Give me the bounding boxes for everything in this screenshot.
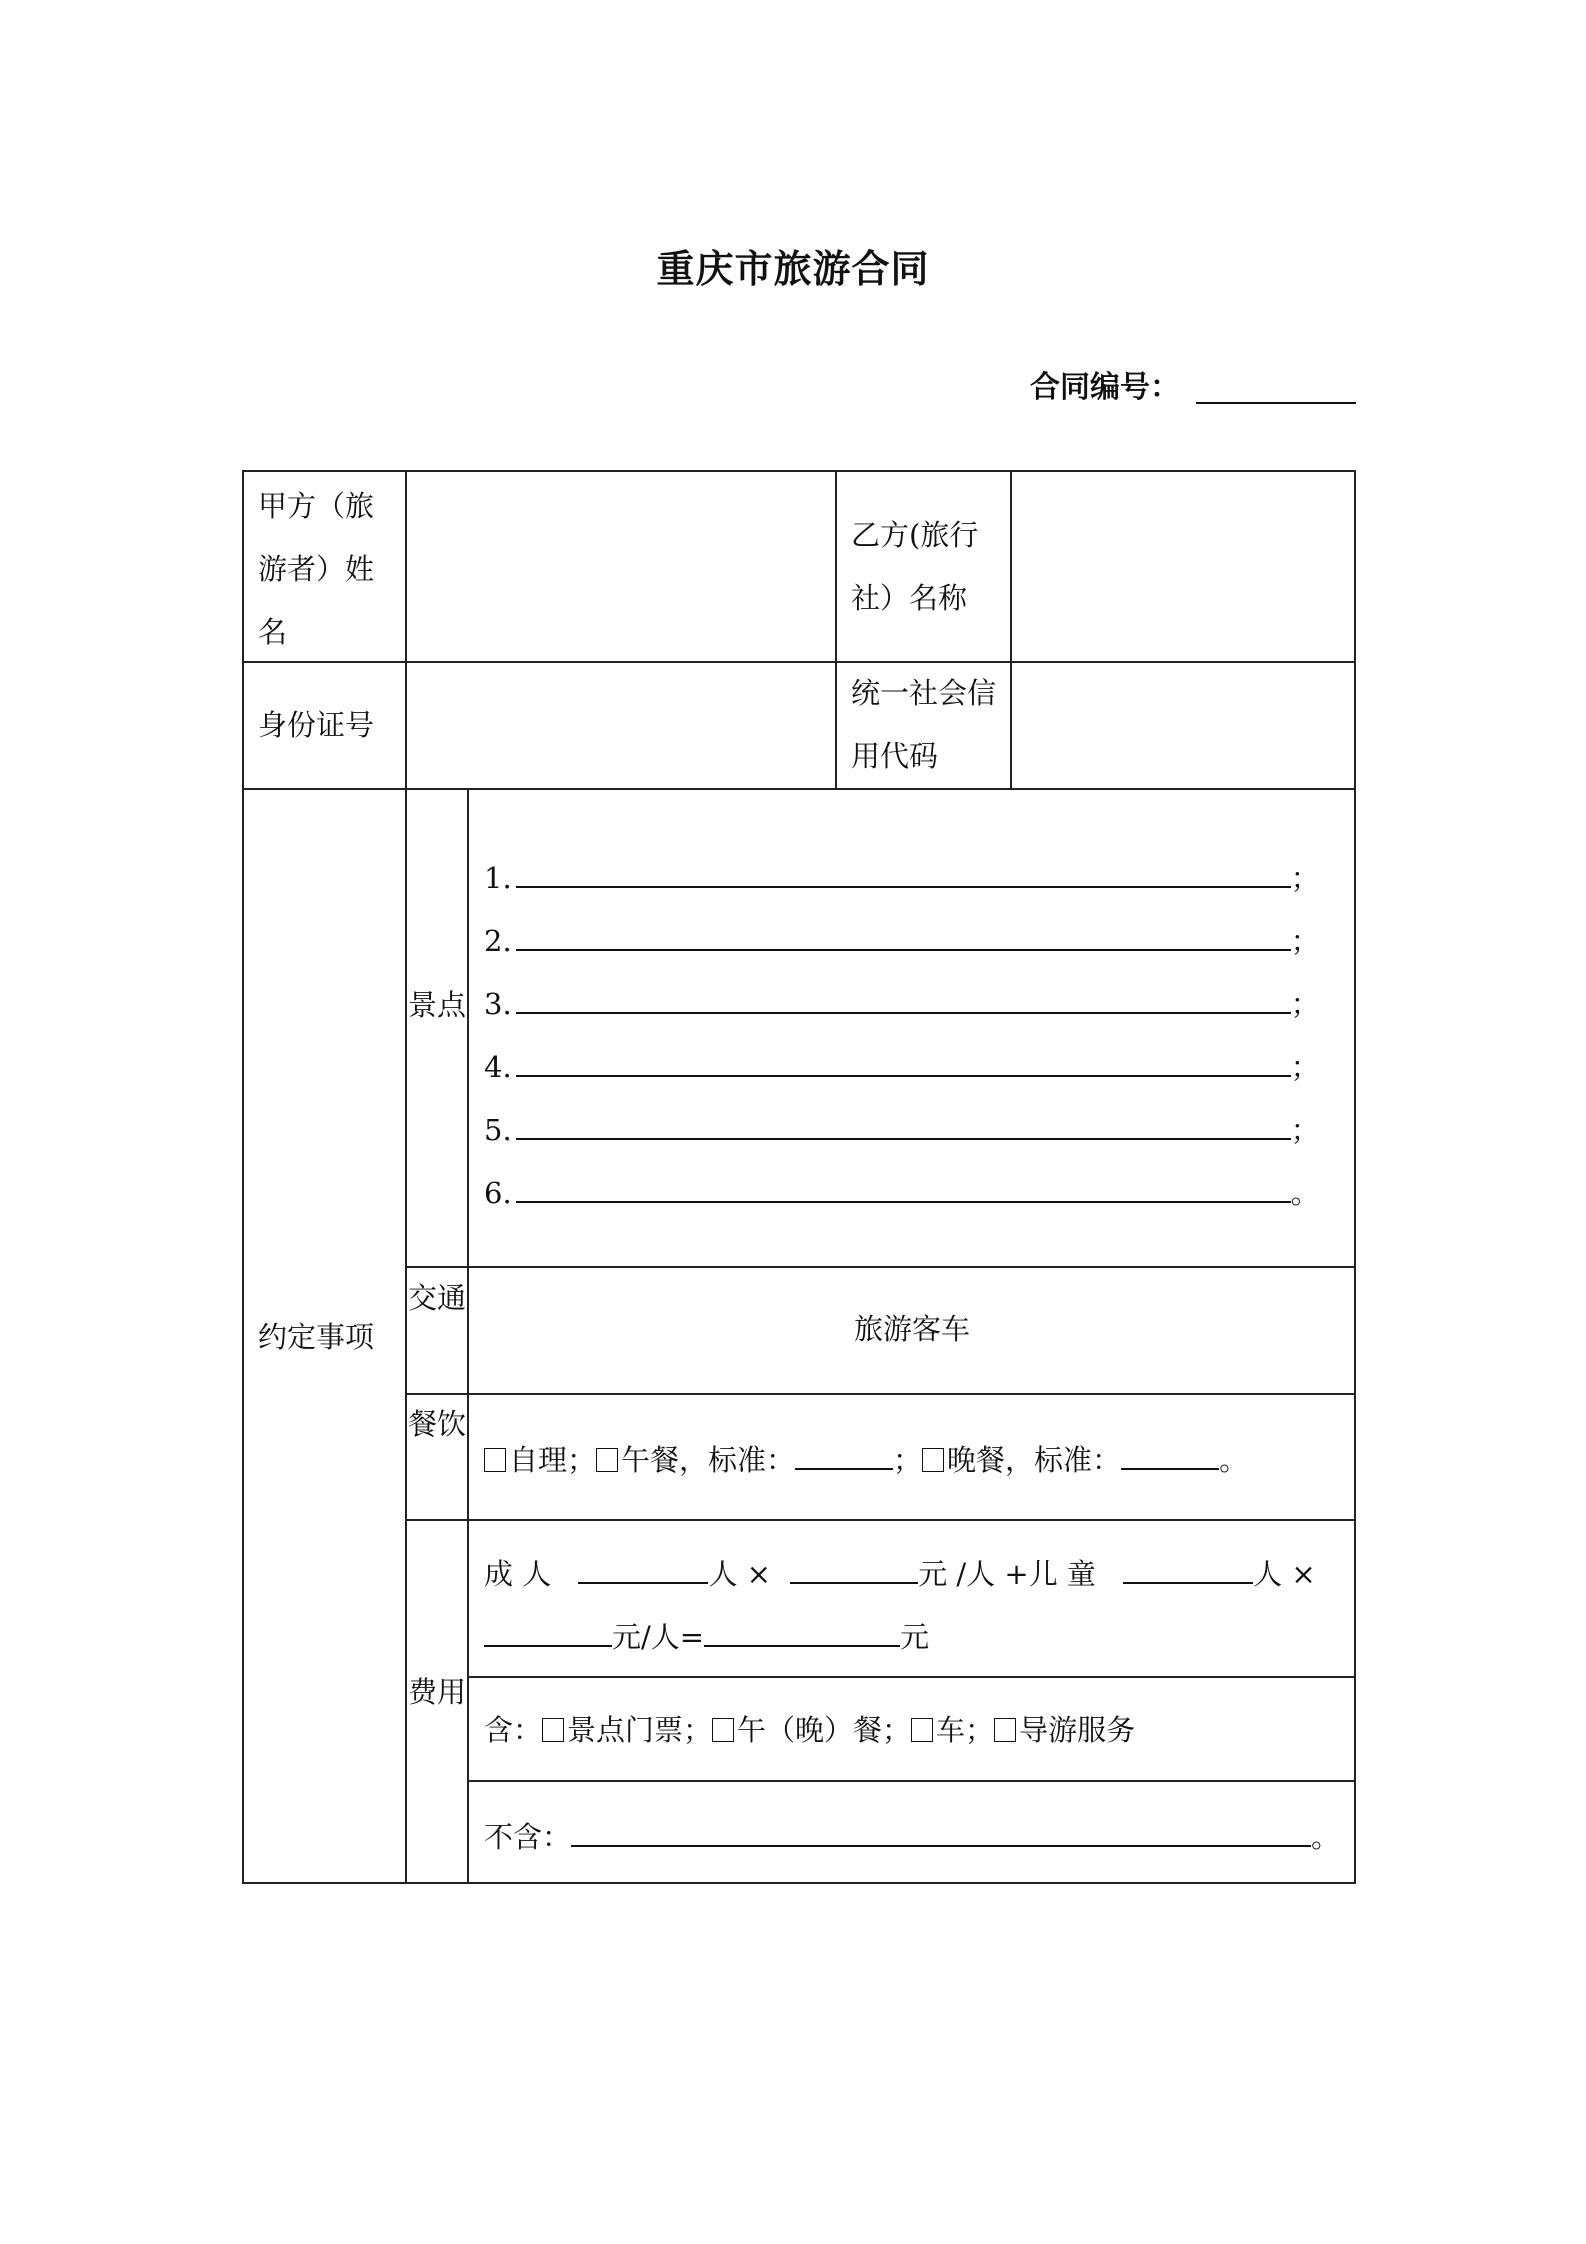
attraction-end: ； bbox=[1290, 1050, 1320, 1084]
attraction-number: 5. bbox=[484, 1113, 512, 1147]
includes-label: 含： bbox=[484, 1713, 543, 1747]
attraction-end: ； bbox=[1290, 924, 1320, 958]
party-a-name-label: 甲方（旅游者）姓名 bbox=[258, 489, 375, 649]
meal-dinner-checkbox[interactable] bbox=[922, 1448, 944, 1472]
row-divider bbox=[242, 661, 1356, 663]
attraction-number: 2. bbox=[484, 924, 512, 958]
excludes-label: 不含： bbox=[484, 1820, 572, 1854]
contract-form-table bbox=[242, 470, 1356, 1883]
excludes-field[interactable] bbox=[571, 1819, 1311, 1847]
contract-number-field[interactable] bbox=[1196, 402, 1356, 404]
row-divider bbox=[405, 1266, 1356, 1268]
include-car-label: 车； bbox=[936, 1713, 995, 1747]
lunch-standard-field[interactable] bbox=[795, 1442, 893, 1470]
id-number-label: 身份证号 bbox=[258, 708, 375, 742]
meals-options bbox=[484, 1438, 1248, 1479]
party-b-name-field[interactable] bbox=[1017, 475, 1347, 655]
attraction-number: 4. bbox=[484, 1050, 512, 1084]
meal-self-checkbox[interactable] bbox=[484, 1448, 506, 1472]
attraction-number: 1. bbox=[484, 861, 512, 895]
attraction-item bbox=[484, 1171, 1320, 1212]
include-meal-label: 午（晚）餐； bbox=[737, 1713, 912, 1747]
excludes-end: 。 bbox=[1311, 1820, 1341, 1854]
include-tickets-checkbox[interactable] bbox=[542, 1718, 564, 1742]
attraction-item bbox=[484, 1045, 1320, 1086]
attraction-field[interactable] bbox=[516, 986, 1291, 1014]
fee-excludes bbox=[484, 1815, 1340, 1856]
attraction-number: 3. bbox=[484, 987, 512, 1021]
child-count-field[interactable] bbox=[1123, 1556, 1253, 1584]
include-meal-checkbox[interactable] bbox=[712, 1718, 734, 1742]
price-plus-child-label: 元 /人 +儿 童 bbox=[918, 1557, 1096, 1591]
column-divider bbox=[1010, 470, 1012, 789]
meal-separator: ； bbox=[893, 1443, 923, 1477]
table-border-right bbox=[1354, 470, 1356, 1883]
attraction-field[interactable] bbox=[516, 1049, 1291, 1077]
attraction-item bbox=[484, 919, 1320, 960]
meal-self-label: 自理； bbox=[509, 1443, 597, 1477]
party-a-name-field[interactable] bbox=[412, 475, 827, 655]
fees-label: 费用 bbox=[407, 1675, 466, 1709]
total-fee-field[interactable] bbox=[704, 1619, 900, 1647]
child-persons-times-label: 人 × bbox=[1253, 1557, 1316, 1591]
include-car-checkbox[interactable] bbox=[911, 1718, 933, 1742]
dinner-standard-field[interactable] bbox=[1121, 1442, 1219, 1470]
attraction-item bbox=[484, 982, 1320, 1023]
include-guide-checkbox[interactable] bbox=[994, 1718, 1016, 1742]
credit-code-field[interactable] bbox=[1017, 668, 1347, 783]
transport-value: 旅游客车 bbox=[853, 1312, 970, 1346]
attractions-label: 景点 bbox=[407, 988, 466, 1022]
child-price-field[interactable] bbox=[484, 1619, 612, 1647]
meal-dinner-label: 晚餐，标准： bbox=[947, 1443, 1122, 1477]
table-border-top bbox=[242, 470, 1356, 472]
fee-calculation-line-1 bbox=[484, 1552, 1316, 1593]
adult-label: 成 人 bbox=[484, 1557, 552, 1591]
attraction-item bbox=[484, 1108, 1320, 1149]
attraction-number: 6. bbox=[484, 1176, 512, 1210]
transport-label: 交通 bbox=[407, 1281, 466, 1315]
row-divider bbox=[467, 1780, 1356, 1782]
row-divider bbox=[405, 1519, 1356, 1521]
row-divider bbox=[405, 1393, 1356, 1395]
table-border-bottom bbox=[242, 1882, 1356, 1884]
attraction-item bbox=[484, 856, 1320, 897]
meals-label: 餐饮 bbox=[407, 1407, 466, 1441]
attraction-field[interactable] bbox=[516, 923, 1291, 951]
row-divider bbox=[467, 1676, 1356, 1678]
price-equals-label: 元/人= bbox=[612, 1620, 705, 1654]
attraction-end: ； bbox=[1290, 987, 1320, 1021]
id-number-field[interactable] bbox=[412, 668, 827, 783]
include-guide-label: 导游服务 bbox=[1019, 1713, 1136, 1747]
contract-number-label: 合同编号： bbox=[1030, 370, 1180, 405]
attraction-end: ； bbox=[1290, 1113, 1320, 1147]
meal-lunch-label: 午餐，标准： bbox=[621, 1443, 796, 1477]
attraction-field[interactable] bbox=[516, 860, 1291, 888]
attraction-field[interactable] bbox=[516, 1112, 1291, 1140]
include-tickets-label: 景点门票； bbox=[567, 1713, 713, 1747]
party-b-name-label: 乙方(旅行社）名称 bbox=[851, 518, 979, 615]
column-divider bbox=[835, 470, 837, 789]
agreed-items-label: 约定事项 bbox=[258, 1320, 375, 1354]
table-border-left bbox=[242, 470, 244, 1883]
adult-count-field[interactable] bbox=[578, 1556, 708, 1584]
adult-price-field[interactable] bbox=[790, 1556, 918, 1584]
attraction-end: 。 bbox=[1290, 1176, 1320, 1210]
attraction-field[interactable] bbox=[516, 1175, 1291, 1203]
document-title: 重庆市旅游合同 bbox=[656, 247, 930, 291]
credit-code-label: 统一社会信用代码 bbox=[851, 676, 997, 773]
yuan-label: 元 bbox=[900, 1620, 930, 1654]
meal-lunch-checkbox[interactable] bbox=[596, 1448, 618, 1472]
fee-includes bbox=[484, 1708, 1135, 1749]
row-divider bbox=[242, 788, 1356, 790]
fee-calculation-line-2 bbox=[484, 1615, 929, 1656]
attraction-end: ； bbox=[1290, 861, 1320, 895]
persons-times-label: 人 × bbox=[708, 1557, 771, 1591]
meals-end: 。 bbox=[1219, 1443, 1249, 1477]
